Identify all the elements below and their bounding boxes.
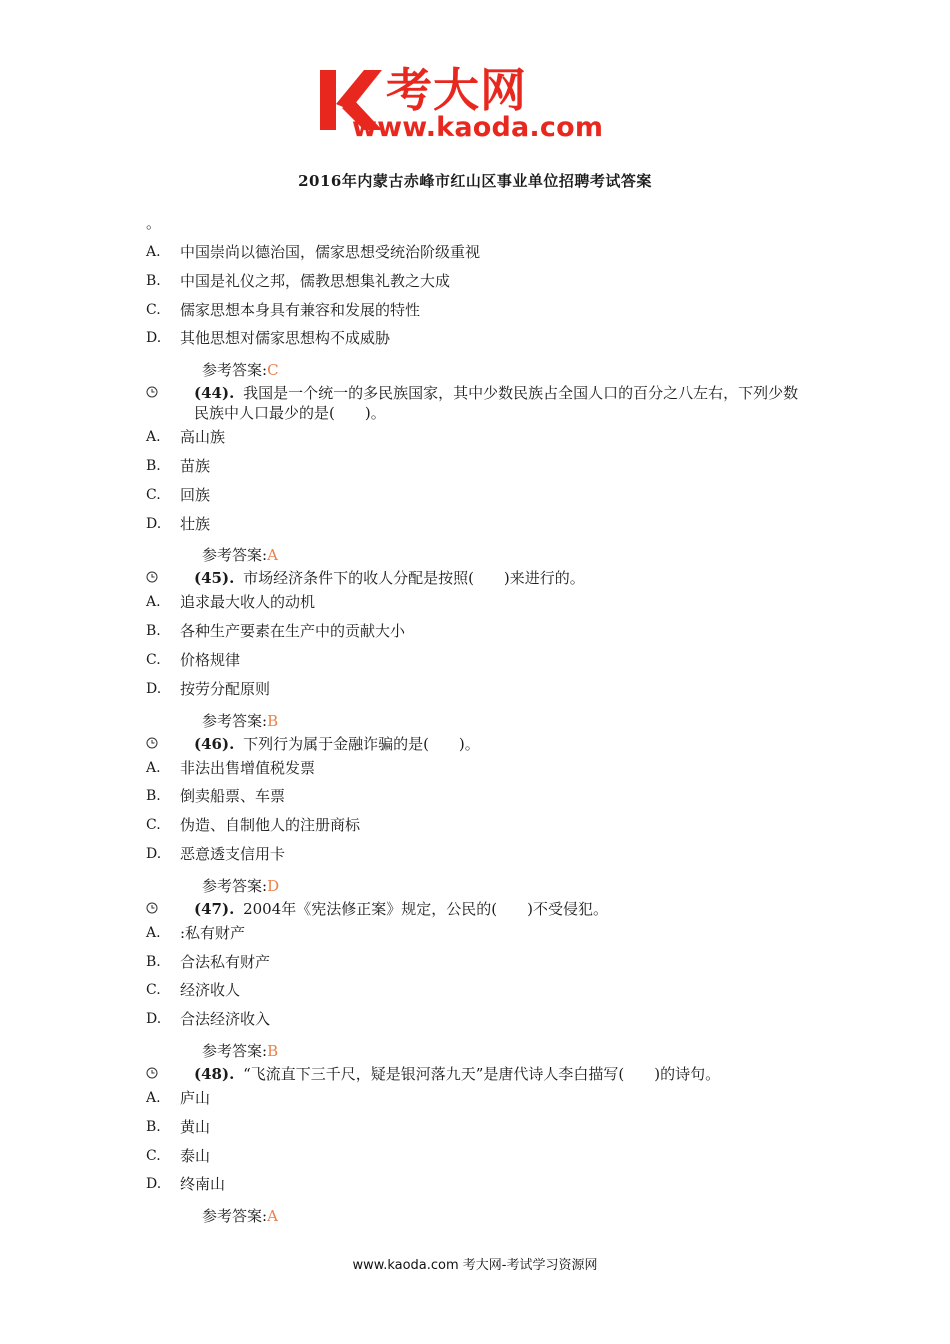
question-stem xyxy=(146,383,806,423)
option-text: 回族 xyxy=(180,485,211,504)
option-letter: B. xyxy=(146,953,161,970)
option-letter: A. xyxy=(146,759,161,776)
answer-value: D xyxy=(267,876,280,895)
reference-answer xyxy=(146,708,806,734)
option-text: 儒家思想本身具有兼容和发展的特性 xyxy=(180,300,421,319)
option-row xyxy=(146,646,806,675)
option-row xyxy=(146,452,806,481)
option-text: 非法出售增值税发票 xyxy=(180,758,316,777)
option-letter: B. xyxy=(146,623,161,640)
option-text: :私有财产 xyxy=(180,923,246,942)
answer-value: B xyxy=(267,1041,279,1060)
option-text: 苗族 xyxy=(180,456,211,475)
option-text: 其他思想对儒家思想构不成威胁 xyxy=(180,329,391,348)
option-row xyxy=(146,238,806,267)
brand-url: www.kaoda.com xyxy=(352,112,604,143)
option-text: 伪造、自制他人的注册商标 xyxy=(180,816,361,835)
question-text: 市场经济条件下的收人分配是按照( )来进行的。 xyxy=(243,569,585,588)
option-text: 恶意透支信用卡 xyxy=(180,844,286,863)
answer-value: A xyxy=(267,546,278,565)
answer-label: 参考答案: xyxy=(202,546,268,565)
option-letter: A. xyxy=(146,244,161,260)
option-row xyxy=(146,296,806,325)
option-text: 泰山 xyxy=(180,1146,211,1165)
option-text: 中国崇尚以德治国，儒家思想受统治阶级重视 xyxy=(180,243,481,261)
option-letter: A. xyxy=(146,594,161,611)
question-number: (47). xyxy=(194,899,235,918)
option-row xyxy=(146,617,806,646)
option-row xyxy=(146,1142,806,1171)
question-stem xyxy=(146,568,806,588)
question-stem xyxy=(146,1064,806,1084)
answer-label: 参考答案: xyxy=(202,876,268,895)
option-row xyxy=(146,1084,806,1113)
option-text: 合法私有财产 xyxy=(180,952,271,971)
option-row xyxy=(146,675,806,704)
reference-answer xyxy=(146,542,806,568)
option-text: 黄山 xyxy=(180,1117,211,1136)
option-letter: B. xyxy=(146,272,161,289)
option-text: 追求最大收人的动机 xyxy=(180,593,316,612)
answer-value: B xyxy=(267,711,279,730)
option-text: 终南山 xyxy=(180,1175,226,1194)
option-letter: D. xyxy=(146,845,162,862)
option-text: 按劳分配原则 xyxy=(180,679,271,698)
option-letter: B. xyxy=(146,457,161,474)
clock-icon xyxy=(146,899,194,919)
reference-answer xyxy=(146,873,806,899)
option-letter: D. xyxy=(146,1011,162,1028)
option-letter: D. xyxy=(146,680,162,697)
reference-answer xyxy=(146,1203,806,1229)
option-letter: C. xyxy=(146,651,161,668)
brand-name: 考大网 xyxy=(386,63,527,117)
option-row xyxy=(146,811,806,840)
option-text: 经济收人 xyxy=(180,981,241,1000)
question-text: 下列行为属于金融诈骗的是( )。 xyxy=(243,734,480,753)
option-text: 合法经济收入 xyxy=(180,1010,271,1029)
question-text: 我国是一个统一的多民族国家，其中少数民族占全国人口的百分之八左右，下列少数民族中人口最少的是( )。 xyxy=(194,384,799,423)
question-44 xyxy=(146,383,806,568)
clock-icon xyxy=(146,734,194,754)
answer-value: C xyxy=(267,361,279,380)
question-list xyxy=(146,208,806,1229)
answer-label: 参考答案: xyxy=(202,361,268,380)
question-48 xyxy=(146,1064,806,1229)
option-letter: D. xyxy=(146,1176,162,1193)
option-row xyxy=(146,510,806,539)
question-stem xyxy=(146,899,806,919)
reference-answer xyxy=(146,357,806,383)
question-text: “飞流直下三千尺，疑是银河落九天”是唐代诗人李白描写( )的诗句。 xyxy=(243,1064,721,1083)
option-letter: C. xyxy=(146,1147,161,1164)
option-letter: C. xyxy=(146,982,161,999)
question-number: (45). xyxy=(194,569,235,588)
option-letter: D. xyxy=(146,515,162,532)
option-row xyxy=(146,481,806,510)
option-letter: C. xyxy=(146,301,161,318)
question-number: (46). xyxy=(194,734,235,753)
question-46 xyxy=(146,734,806,899)
reference-answer xyxy=(146,1038,806,1064)
option-text: 壮族 xyxy=(180,514,211,533)
answer-label: 参考答案: xyxy=(202,711,268,730)
question-number: (44). xyxy=(194,384,235,403)
option-letter: A. xyxy=(146,429,161,446)
option-row xyxy=(146,1170,806,1199)
page-footer: www.kaoda.com 考大网-考试学习资源网 xyxy=(352,1258,598,1273)
option-letter: B. xyxy=(146,1118,161,1135)
option-text: 高山族 xyxy=(180,428,226,447)
option-row xyxy=(146,267,806,296)
lead-punctuation: 。 xyxy=(146,214,162,232)
question-45 xyxy=(146,568,806,733)
option-letter: C. xyxy=(146,486,161,503)
option-text: 价格规律 xyxy=(180,650,241,669)
answer-label: 参考答案: xyxy=(202,1207,268,1226)
clock-icon xyxy=(146,568,194,588)
option-text: 倒卖船票、车票 xyxy=(180,787,286,806)
document-title: 2016年内蒙古赤峰市红山区事业单位招聘考试答案 xyxy=(298,172,652,190)
option-row xyxy=(146,588,806,617)
option-row xyxy=(146,948,806,977)
option-row xyxy=(146,423,806,452)
option-letter: B. xyxy=(146,788,161,805)
option-row xyxy=(146,754,806,783)
option-row xyxy=(146,782,806,811)
option-text: 庐山 xyxy=(180,1088,211,1107)
option-text: 中国是礼仪之邦，儒教思想集礼教之大成 xyxy=(180,271,451,290)
question-number: (48). xyxy=(194,1064,235,1083)
clock-icon xyxy=(146,1064,194,1084)
question-stem xyxy=(146,734,806,754)
option-letter: A. xyxy=(146,924,161,941)
option-row xyxy=(146,840,806,869)
option-row xyxy=(146,1113,806,1142)
option-row xyxy=(146,976,806,1005)
option-row xyxy=(146,1005,806,1034)
previous-question-options xyxy=(146,238,806,383)
answer-value: A xyxy=(267,1207,278,1226)
question-text: 2004年《宪法修正案》规定，公民的( )不受侵犯。 xyxy=(243,899,608,918)
clock-icon xyxy=(146,383,194,423)
option-letter: A. xyxy=(146,1089,161,1106)
answer-label: 参考答案: xyxy=(202,1041,268,1060)
question-47 xyxy=(146,899,806,1064)
option-row xyxy=(146,324,806,353)
kaoda-logo xyxy=(316,60,640,146)
option-letter: D. xyxy=(146,330,162,347)
option-row xyxy=(146,919,806,948)
option-text: 各种生产要素在生产中的贡献大小 xyxy=(180,622,406,641)
option-letter: C. xyxy=(146,817,161,834)
